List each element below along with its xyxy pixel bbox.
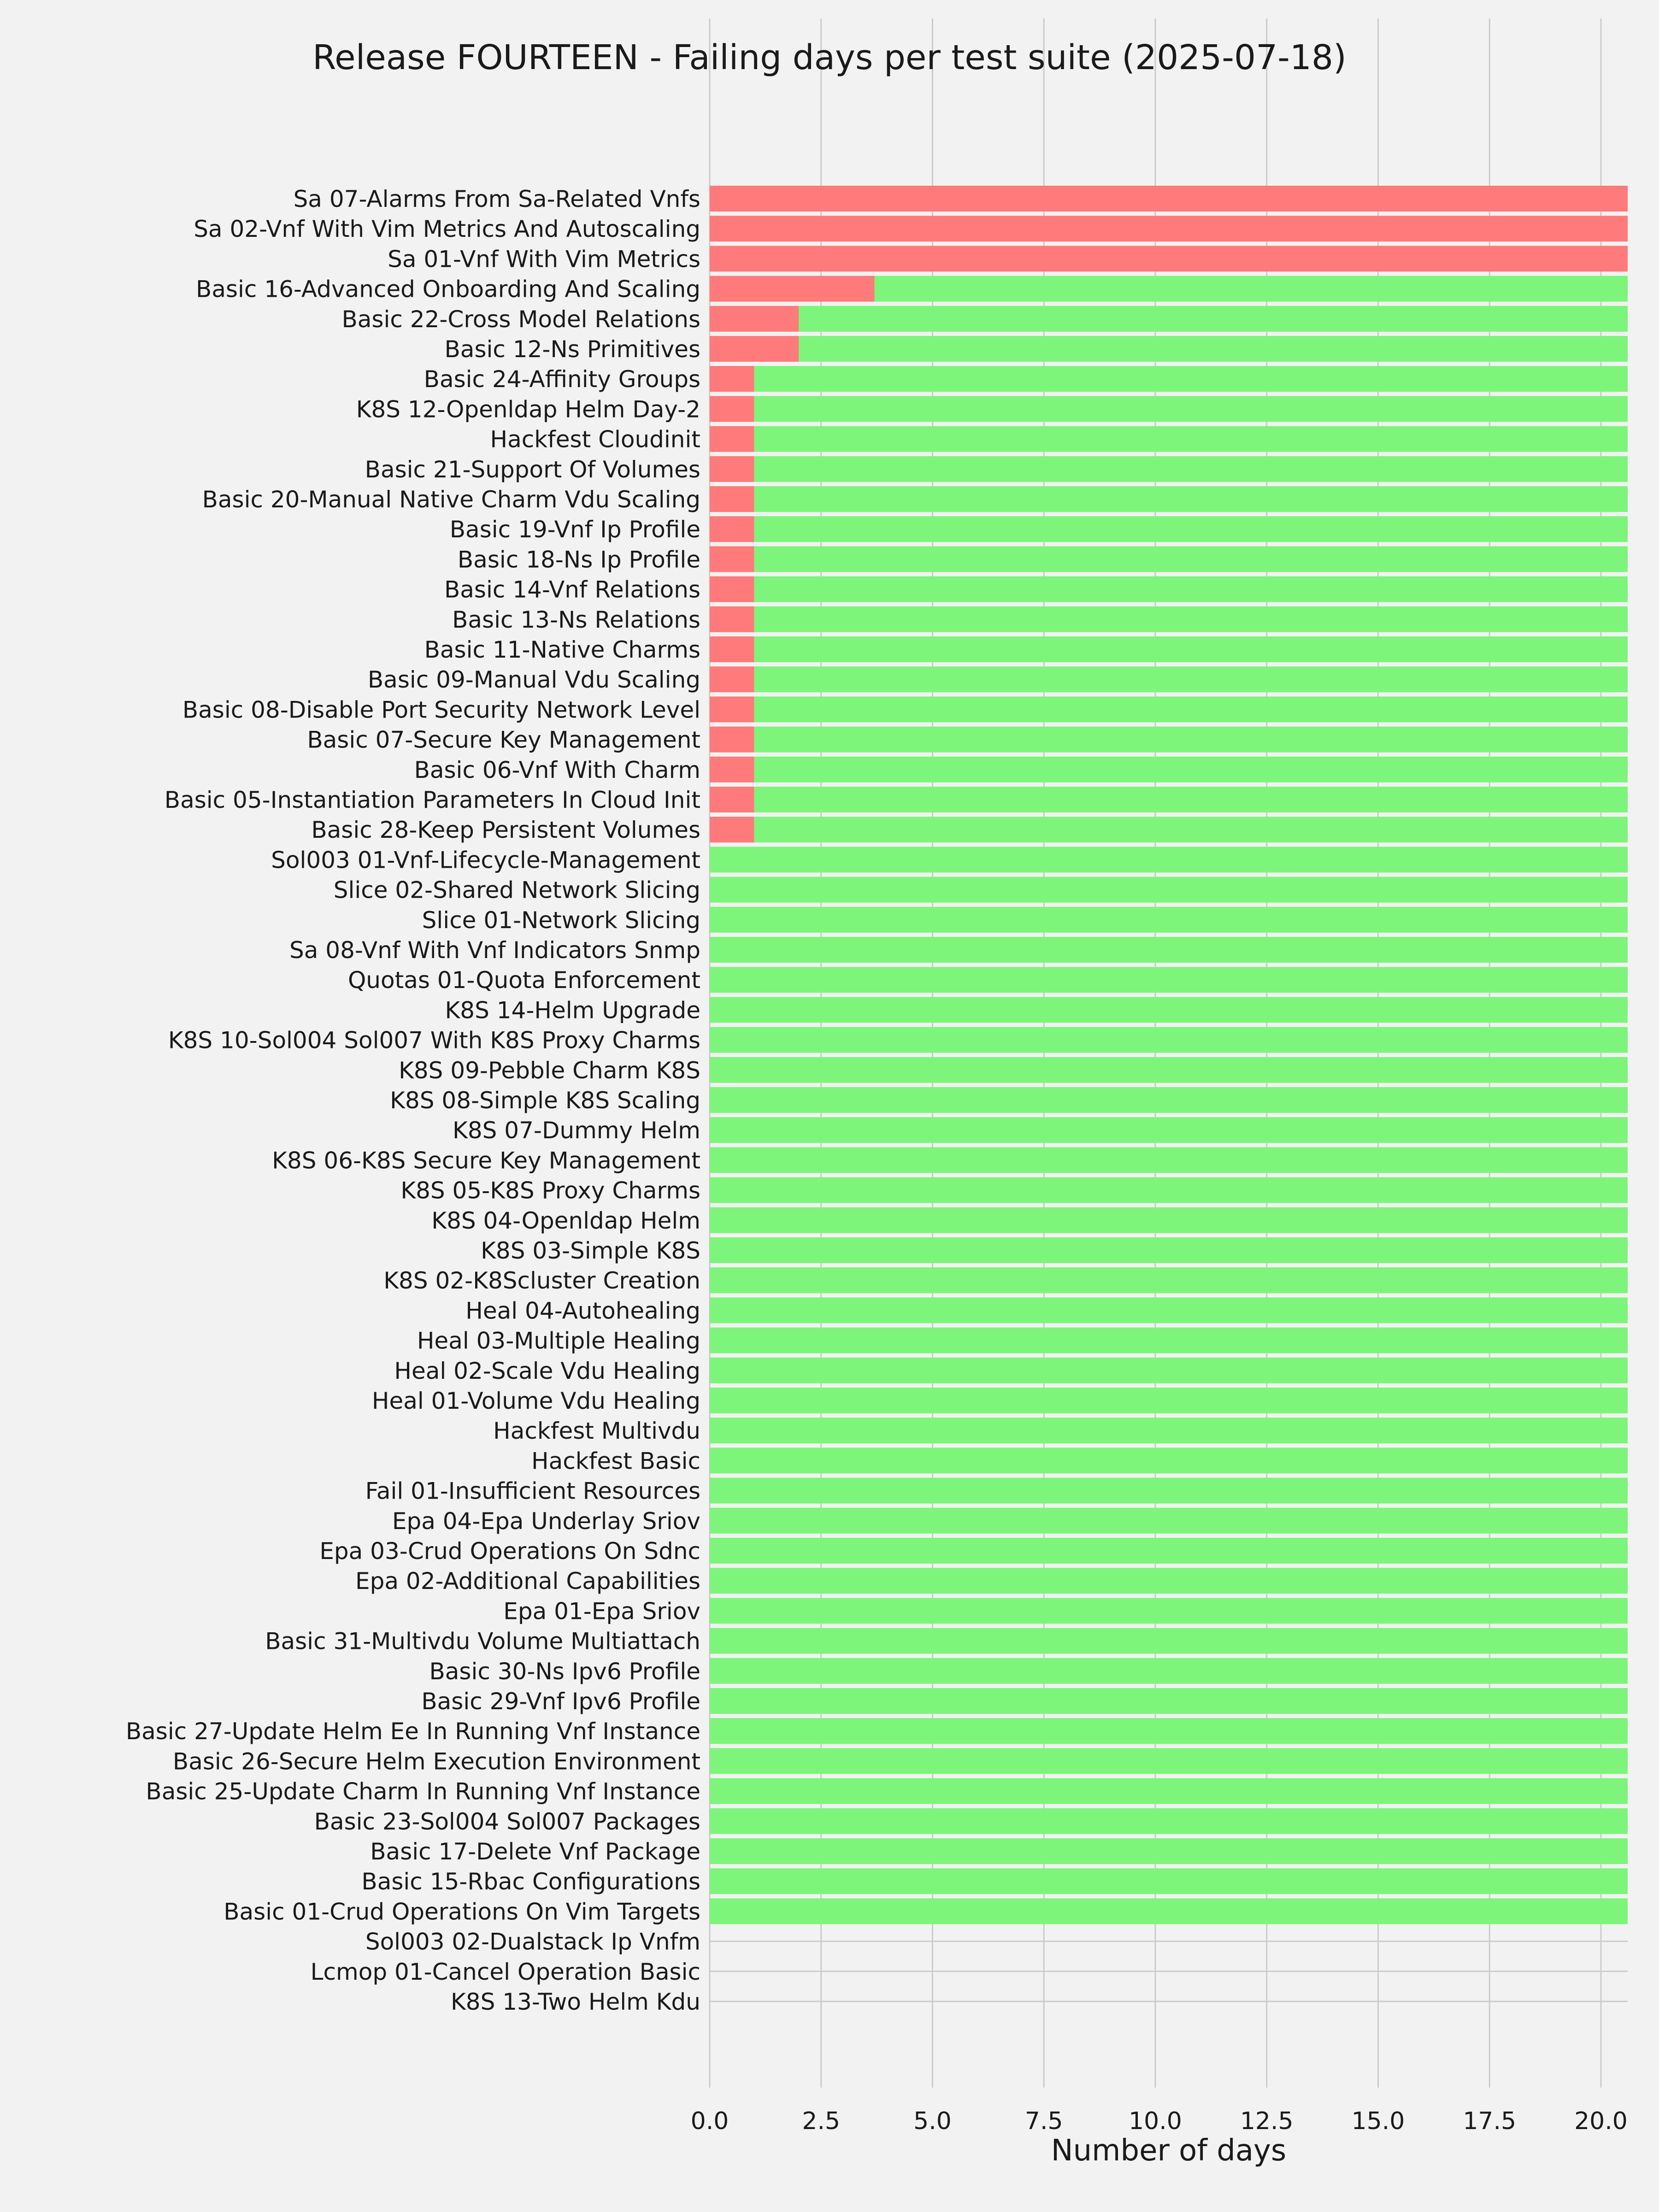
bar-passing <box>754 817 1628 842</box>
bar-passing <box>754 787 1628 812</box>
bar-failing <box>710 787 754 812</box>
bar-passing <box>754 486 1628 512</box>
bar-passing <box>710 1478 1628 1504</box>
bar-failing <box>710 516 754 542</box>
bar-passing <box>754 577 1628 602</box>
bar-passing <box>710 1087 1628 1113</box>
y-tick-label: Basic 27-Update Helm Ee In Running Vnf Instance <box>125 1718 700 1745</box>
x-tick-label: 0.0 <box>690 2107 729 2135</box>
bar-passing <box>710 1568 1628 1594</box>
chart-title: Release FOURTEEN - Failing days per test suite (2025-07-18) <box>312 38 1347 77</box>
y-tick-label: Basic 06-Vnf With Charm <box>414 756 700 783</box>
y-tick-label: Hackfest Cloudinit <box>490 426 700 453</box>
x-tick-label: 17.5 <box>1463 2107 1517 2135</box>
bar-passing <box>754 396 1628 422</box>
x-axis-label: Number of days <box>1051 2134 1287 2168</box>
bar-passing <box>754 546 1628 572</box>
y-tick-label: Basic 17-Delete Vnf Package <box>370 1838 700 1865</box>
y-tick-label: K8S 06-K8S Secure Key Management <box>272 1147 700 1174</box>
y-tick-label: Basic 28-Keep Persistent Volumes <box>311 817 700 844</box>
bar-passing <box>710 1237 1628 1263</box>
bar-passing <box>875 276 1628 302</box>
y-tick-label: K8S 09-Pebble Charm K8S <box>399 1057 700 1084</box>
y-tick-label: Basic 23-Sol004 Sol007 Packages <box>314 1808 700 1835</box>
y-tick-label: Sa 01-Vnf With Vim Metrics <box>388 246 700 273</box>
bar-passing <box>710 1508 1628 1534</box>
bar-passing <box>710 1117 1628 1143</box>
y-tick-label: Basic 20-Manual Native Charm Vdu Scaling <box>202 486 700 513</box>
bar-failing <box>710 276 875 302</box>
bar-failing <box>710 426 754 452</box>
bar-passing <box>710 1658 1628 1684</box>
bar-failing <box>710 186 1628 212</box>
x-tick-label: 5.0 <box>913 2107 952 2135</box>
y-tick-label: Sa 02-Vnf With Vim Metrics And Autoscaling <box>194 216 700 243</box>
bar-passing <box>710 1267 1628 1293</box>
y-tick-label: Basic 26-Secure Helm Execution Environment <box>172 1748 700 1775</box>
bar-failing <box>710 546 754 572</box>
y-tick-label: K8S 04-Openldap Helm <box>431 1207 700 1234</box>
bar-passing <box>710 997 1628 1023</box>
bar-failing <box>710 456 754 482</box>
y-tick-label: Heal 01-Volume Vdu Healing <box>371 1388 700 1414</box>
y-tick-label: K8S 10-Sol004 Sol007 With K8S Proxy Charms <box>168 1027 700 1054</box>
y-tick-label: Quotas 01-Quota Enforcement <box>347 967 700 994</box>
bar-passing <box>710 967 1628 993</box>
bar-passing <box>799 336 1628 362</box>
bar-passing <box>754 606 1628 632</box>
y-tick-label: Basic 15-Rbac Configurations <box>361 1868 700 1895</box>
y-tick-label: Lcmop 01-Cancel Operation Basic <box>310 1958 700 1985</box>
y-tick-label: Basic 29-Vnf Ipv6 Profile <box>421 1688 700 1715</box>
y-tick-label: Epa 02-Additional Capabilities <box>355 1568 700 1595</box>
bar-passing <box>710 907 1628 933</box>
bar-failing <box>710 366 754 392</box>
bar-passing <box>710 1688 1628 1714</box>
bar-failing <box>710 486 754 512</box>
y-tick-label: Epa 04-Epa Underlay Sriov <box>392 1507 700 1535</box>
x-axis-ticks <box>691 2107 1628 2135</box>
bar-passing <box>710 1628 1628 1654</box>
y-tick-label: Basic 18-Ns Ip Profile <box>457 546 700 573</box>
x-tick-label: 7.5 <box>1024 2107 1063 2135</box>
bar-passing <box>710 1358 1628 1383</box>
bar-failing <box>710 306 799 332</box>
bar-passing <box>710 1718 1628 1744</box>
y-tick-label: Sa 07-Alarms From Sa-Related Vnfs <box>293 186 700 212</box>
y-tick-label: Slice 02-Shared Network Slicing <box>333 877 700 904</box>
bar-failing <box>710 727 754 753</box>
y-tick-label: Basic 19-Vnf Ip Profile <box>449 516 700 543</box>
bar-passing <box>710 1297 1628 1323</box>
y-tick-label: K8S 03-Simple K8S <box>481 1237 700 1264</box>
bar-passing <box>710 1057 1628 1083</box>
y-tick-label: Hackfest Multivdu <box>493 1418 700 1445</box>
y-tick-label: K8S 08-Simple K8S Scaling <box>390 1087 700 1114</box>
x-tick-label: 10.0 <box>1129 2107 1182 2135</box>
bar-passing <box>710 847 1628 872</box>
x-tick-label: 12.5 <box>1240 2107 1294 2135</box>
y-tick-label: Basic 01-Crud Operations On Vim Targets <box>224 1898 700 1925</box>
y-tick-label: Heal 03-Multiple Healing <box>417 1327 700 1354</box>
y-tick-label: Basic 31-Multivdu Volume Multiattach <box>265 1628 700 1655</box>
bar-failing <box>710 336 799 362</box>
bar-passing <box>710 1447 1628 1473</box>
bar-passing <box>710 1418 1628 1443</box>
bar-passing <box>754 426 1628 452</box>
y-tick-label: Basic 09-Manual Vdu Scaling <box>367 666 700 694</box>
bar-passing <box>754 757 1628 782</box>
bar-failing <box>710 636 754 662</box>
x-tick-label: 15.0 <box>1351 2107 1405 2135</box>
y-tick-label: Sa 08-Vnf With Vnf Indicators Snmp <box>289 937 700 964</box>
y-tick-label: Basic 08-Disable Port Security Network Level <box>182 696 700 724</box>
bar-passing <box>710 1147 1628 1173</box>
bar-passing <box>754 666 1628 692</box>
bar-passing <box>710 1868 1628 1894</box>
bar-passing <box>710 1538 1628 1564</box>
y-tick-label: Basic 13-Ns Relations <box>452 606 700 633</box>
y-tick-label: Basic 30-Ns Ipv6 Profile <box>429 1658 700 1685</box>
y-tick-label: Sol003 01-Vnf-Lifecycle-Management <box>271 847 700 874</box>
y-tick-label: Heal 04-Autohealing <box>465 1297 700 1324</box>
y-tick-label: Basic 16-Advanced Onboarding And Scaling <box>196 276 700 303</box>
y-tick-label: K8S 14-Helm Upgrade <box>445 997 700 1024</box>
y-tick-label: Heal 02-Scale Vdu Healing <box>394 1357 700 1384</box>
bar-passing <box>710 1328 1628 1353</box>
y-tick-label: Basic 22-Cross Model Relations <box>341 306 700 333</box>
y-tick-label: K8S 12-Openldap Helm Day-2 <box>356 396 700 423</box>
y-tick-label: Sol003 02-Dualstack Ip Vnfm <box>365 1928 700 1955</box>
bar-passing <box>754 727 1628 753</box>
bar-passing <box>754 696 1628 722</box>
bar-passing <box>710 937 1628 963</box>
bar-passing <box>710 1748 1628 1774</box>
bar-passing <box>710 1388 1628 1413</box>
bar-failing <box>710 666 754 692</box>
bar-passing <box>710 877 1628 903</box>
bar-passing <box>754 366 1628 392</box>
y-tick-label: K8S 05-K8S Proxy Charms <box>400 1177 700 1204</box>
bar-passing <box>754 516 1628 542</box>
bar-passing <box>754 636 1628 662</box>
y-tick-label: Basic 25-Update Charm In Running Vnf Instance <box>146 1778 700 1805</box>
y-tick-label: Epa 03-Crud Operations On Sdnc <box>319 1538 700 1565</box>
y-tick-label: Epa 01-Epa Sriov <box>503 1598 700 1625</box>
y-tick-label: Basic 11-Native Charms <box>424 636 700 663</box>
bar-failing <box>710 817 754 842</box>
bar-failing <box>710 246 1628 271</box>
bar-passing <box>710 1778 1628 1804</box>
y-tick-label: Fail 01-Insufficient Resources <box>365 1477 700 1505</box>
y-tick-label: Basic 12-Ns Primitives <box>444 336 700 363</box>
bar-failing <box>710 216 1628 241</box>
y-tick-label: K8S 13-Two Helm Kdu <box>450 1988 700 2015</box>
y-tick-label: Basic 05-Instantiation Parameters In Cloud Init <box>164 787 700 813</box>
y-tick-label: Basic 21-Support Of Volumes <box>365 456 700 483</box>
bar-passing <box>710 1898 1628 1924</box>
y-tick-label: Hackfest Basic <box>531 1447 700 1475</box>
bar-passing <box>710 1838 1628 1864</box>
x-tick-label: 2.5 <box>802 2107 841 2135</box>
bar-failing <box>710 577 754 602</box>
bar-failing <box>710 606 754 632</box>
y-tick-label: Basic 07-Secure Key Management <box>307 726 700 753</box>
bar-passing <box>710 1207 1628 1233</box>
x-tick-label: 20.0 <box>1574 2107 1628 2135</box>
bar-passing <box>710 1177 1628 1203</box>
bar-passing <box>754 456 1628 482</box>
bar-passing <box>799 306 1628 332</box>
bar-passing <box>710 1808 1628 1834</box>
y-tick-label: Basic 14-Vnf Relations <box>444 576 700 603</box>
bar-passing <box>710 1027 1628 1053</box>
bar-failing <box>710 696 754 722</box>
y-tick-label: K8S 07-Dummy Helm <box>453 1117 700 1144</box>
bar-failing <box>710 757 754 782</box>
y-tick-label: Slice 01-Network Slicing <box>422 906 700 934</box>
bar-failing <box>710 396 754 422</box>
y-tick-label: Basic 24-Affinity Groups <box>424 366 700 393</box>
bar-passing <box>710 1598 1628 1624</box>
y-tick-label: K8S 02-K8Scluster Creation <box>383 1267 700 1294</box>
